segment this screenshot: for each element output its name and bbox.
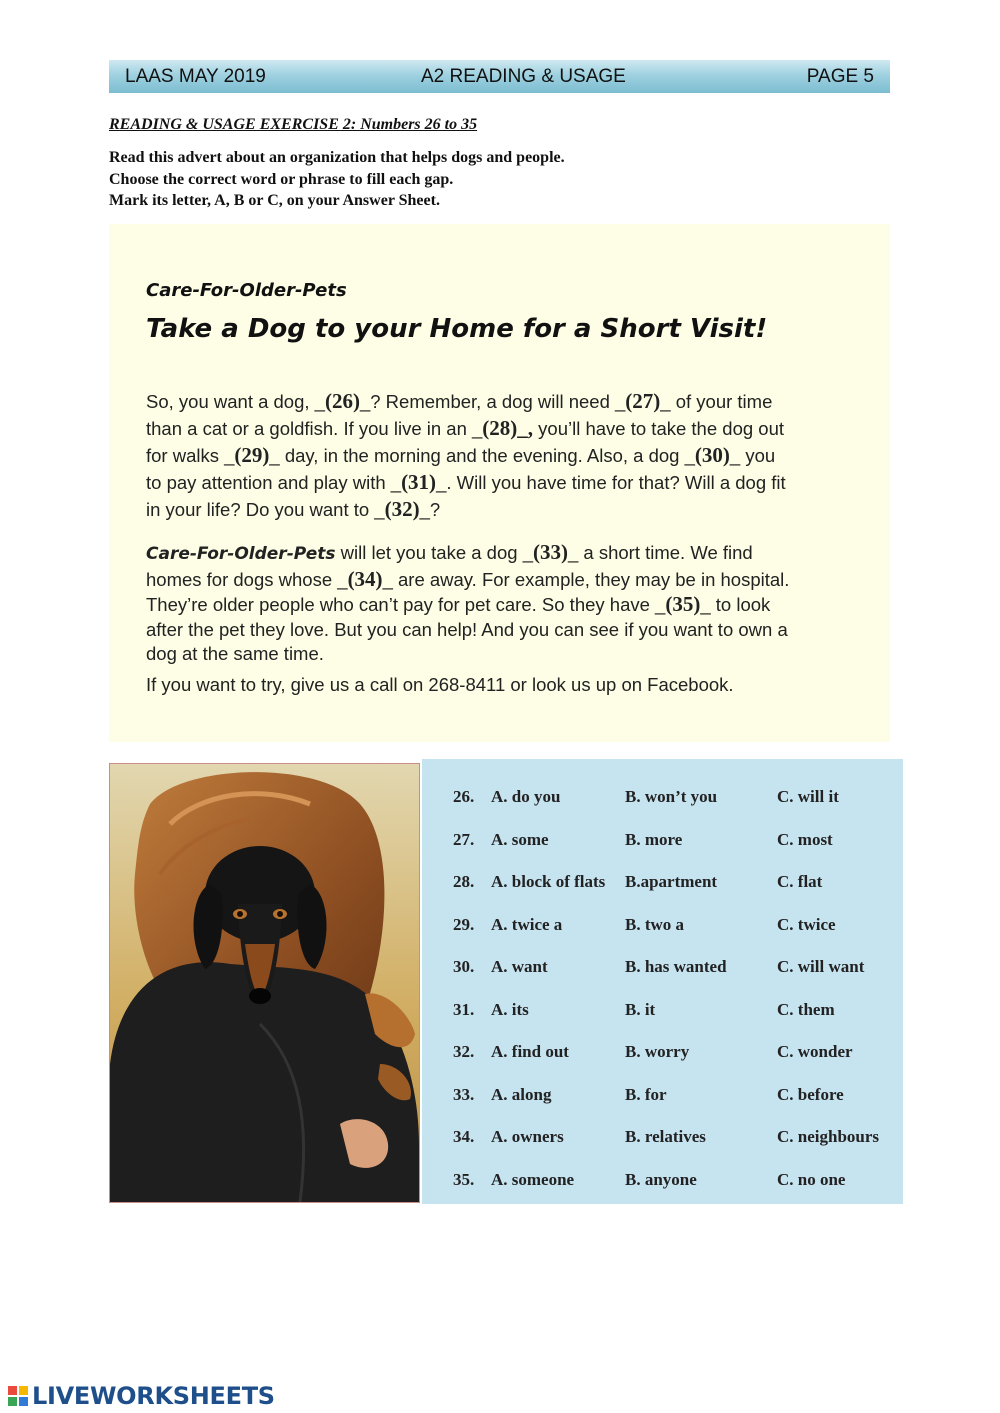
advert-paragraph-1 <box>146 388 866 523</box>
option-a[interactable]: A. along <box>491 1084 552 1104</box>
question-number: 27. <box>453 829 475 849</box>
option-c[interactable]: C. most <box>777 829 833 849</box>
option-c[interactable]: C. twice <box>777 914 836 934</box>
option-b[interactable]: B.apartment <box>625 872 718 891</box>
exercise-title: READING & USAGE EXERCISE 2: Numbers 26 to 35 <box>109 116 478 133</box>
option-c[interactable]: C. neighbours <box>777 1127 880 1146</box>
advert-headline: Take a Dog to your Home for a Short Visit! <box>146 314 768 344</box>
option-c[interactable]: C. no one <box>777 1169 846 1189</box>
text-line: after the pet they love. But you can help! And you can see if you want to own a <box>146 618 788 640</box>
instruction-line: Choose the correct word or phrase to fill each gap. <box>109 170 454 188</box>
question-number: 29. <box>453 914 475 934</box>
gap-29: (29) <box>234 443 270 467</box>
option-a[interactable]: A. twice a <box>491 914 563 934</box>
gap-28: (28)_, <box>482 416 534 440</box>
option-row <box>422 1170 903 1194</box>
option-c[interactable]: C. will want <box>777 957 865 976</box>
option-a[interactable]: A. owners <box>491 1127 564 1146</box>
option-row <box>422 1042 903 1066</box>
option-c[interactable]: C. wonder <box>777 1042 853 1061</box>
text-line: dog at the same time. <box>146 643 324 664</box>
option-b[interactable]: B. won’t you <box>625 787 718 806</box>
option-row <box>422 1085 903 1109</box>
option-a[interactable]: A. do you <box>491 787 561 806</box>
text-line: homes for dogs whose _(34)_ are away. For example, they may be in hospital. <box>146 566 790 591</box>
gap-32: (32) <box>384 497 420 521</box>
advert-paragraph-3: If you want to try, give us a call on 268-8411 or look us up on Facebook. <box>146 674 734 695</box>
text-line: So, you want a dog, _(26)_? Remember, a dog will need _(27)_ of your time <box>146 389 773 413</box>
option-b[interactable]: B. for <box>625 1084 667 1104</box>
instruction-line: Read this advert about an organization that helps dogs and people. <box>109 149 565 166</box>
option-a[interactable]: A. its <box>491 999 529 1019</box>
instruction-line: Mark its letter, A, B or C, on your Answer Sheet. <box>109 192 440 209</box>
option-a[interactable]: A. someone <box>491 1169 575 1189</box>
option-c[interactable]: C. will it <box>777 787 839 806</box>
option-c[interactable]: C. flat <box>777 872 823 891</box>
question-number: 28. <box>453 872 475 891</box>
question-number: 30. <box>453 957 475 976</box>
text-line: Care-For-Older-Pets will let you take a dog _(33)_ a short time. We find <box>146 540 753 564</box>
option-row <box>422 1127 903 1151</box>
option-b[interactable]: B. has wanted <box>625 957 727 976</box>
option-a[interactable]: A. block of flats <box>491 872 606 891</box>
option-row <box>422 872 903 896</box>
question-number: 34. <box>453 1127 475 1146</box>
text-line: They’re older people who can’t pay for pet care. So they have _(35)_ to look <box>146 592 771 616</box>
question-number: 35. <box>453 1169 475 1189</box>
text-line: for walks _(29)_ day, in the morning and the evening. Also, a dog _(30)_ you <box>146 443 776 467</box>
option-a[interactable]: A. some <box>491 829 549 849</box>
answer-options-panel <box>422 759 903 1204</box>
advert-paragraph-2 <box>146 540 866 667</box>
option-row <box>422 830 903 854</box>
gap-31: (31) <box>401 470 437 494</box>
header-section-title: A2 READING & USAGE <box>421 66 626 87</box>
advert-org-name: Care-For-Older-Pets <box>146 280 347 301</box>
question-number: 32. <box>453 1042 475 1061</box>
header-page-number: PAGE 5 <box>806 66 874 87</box>
gap-30: (30) <box>694 443 730 467</box>
option-b[interactable]: B. anyone <box>625 1169 697 1189</box>
option-c[interactable]: C. them <box>777 999 835 1019</box>
gap-33: (33) <box>532 540 568 564</box>
text-line: to pay attention and play with _(31)_. Will you have time for that? Will a dog fit <box>146 470 786 494</box>
option-b[interactable]: B. two a <box>625 914 685 934</box>
option-b[interactable]: B. worry <box>625 1042 690 1061</box>
text-line: in your life? Do you want to _(32)_? <box>146 497 441 521</box>
brand-name: Care-For-Older-Pets <box>146 544 336 564</box>
gap-26: (26) <box>324 389 360 413</box>
text-line: than a cat or a goldfish. If you live in an _(28)_, you’ll have to take the dog out <box>146 416 784 440</box>
gap-35: (35) <box>665 592 701 616</box>
option-c[interactable]: C. before <box>777 1084 844 1104</box>
option-a[interactable]: A. find out <box>491 1042 569 1061</box>
header-exam-name: LAAS MAY 2019 <box>125 66 266 87</box>
option-row <box>422 1000 903 1024</box>
option-row <box>422 787 903 811</box>
gap-34: (34) <box>347 566 383 591</box>
liveworksheets-logo-icon <box>8 1386 28 1406</box>
question-number: 33. <box>453 1084 475 1104</box>
option-row <box>422 957 903 981</box>
instructions <box>109 147 565 212</box>
question-number: 31. <box>453 999 475 1019</box>
advert-box <box>109 224 890 742</box>
question-number: 26. <box>453 787 475 806</box>
option-row <box>422 915 903 939</box>
dog-photo <box>109 763 420 1203</box>
logo-text: LIVEWORKSHEETS <box>32 1382 275 1410</box>
page-header-band <box>109 60 890 93</box>
gap-27: (27) <box>625 389 661 413</box>
option-b[interactable]: B. it <box>625 999 656 1019</box>
option-a[interactable]: A. want <box>491 957 548 976</box>
option-b[interactable]: B. more <box>625 829 683 849</box>
option-b[interactable]: B. relatives <box>625 1127 706 1146</box>
